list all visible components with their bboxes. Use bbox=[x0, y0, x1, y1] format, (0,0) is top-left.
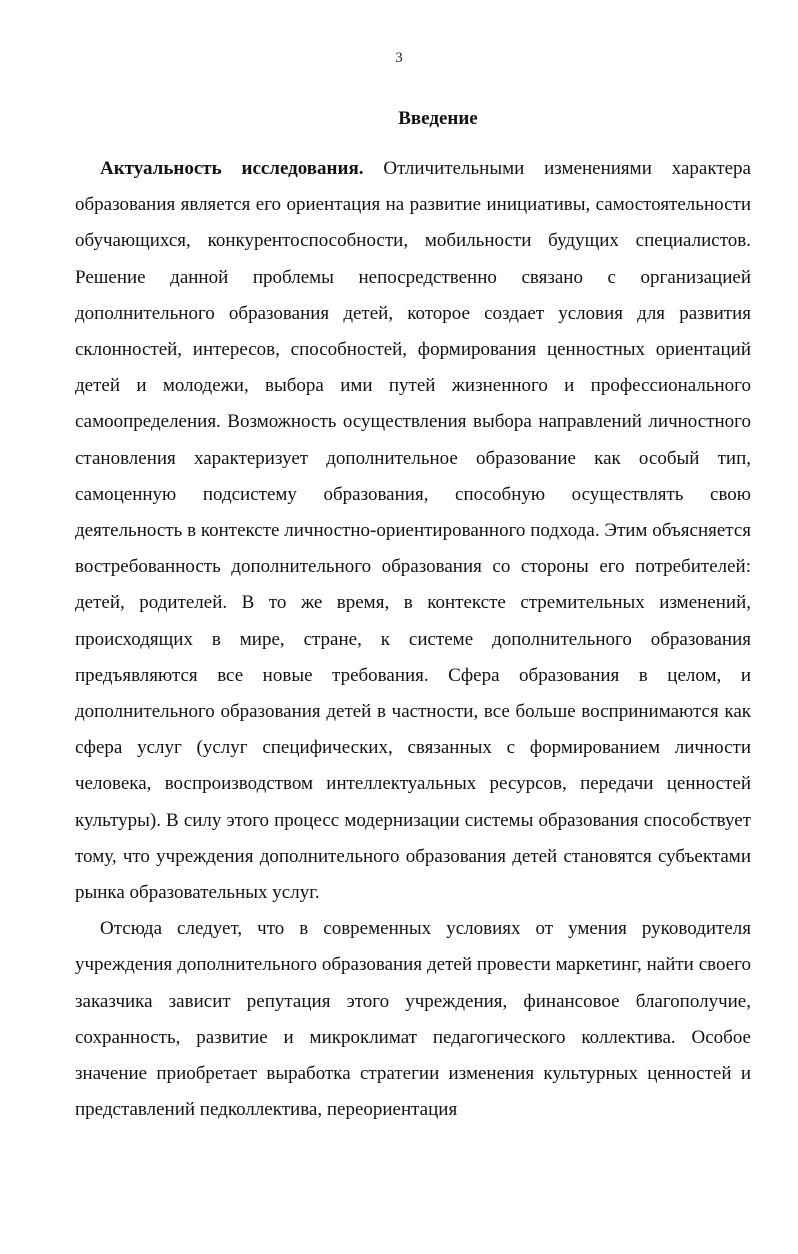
paragraph bbox=[75, 911, 751, 1128]
paragraph-lead: Актуальность исследования. bbox=[100, 158, 364, 179]
page-number: 3 bbox=[395, 50, 403, 66]
section-heading: Введение bbox=[398, 108, 478, 129]
paragraph-text: Отличительными изменениями характера образования является его ориентация на развитие инициативы, самостоятельности обучающихся, конкурентоспособности, мобильности будущих специалистов. Решение данной проблемы непосредственно связано с организацией дополнительного образования детей, которое создает условия для развития склонностей, интересов, способностей, формирования ценностных ориентаций детей и молодежи, выбора ими путей жизненного и профессионального самоопределения. Возможность осуществления выбора направлений личностного становления характеризует дополнительное образование как особый тип, самоценную подсистему образования, способную осуществлять свою деятельность в контексте личностно-ориентированного подхода. Этим объясняется востребованность дополнительного образования со стороны его потребителей: детей, родителей. В то же время, в контексте стремительных изменений, происходящих в мире, стране, к системе дополнительного образования предъявляются все новые требования. Сфера образования в целом, и дополнительного образования детей в частности, все больше воспринимаются как сфера услуг (услуг специфических, связанных с формированием личности человека, воспроизводством интеллектуальных ресурсов, передачи ценностей культуры). В силу этого процесс модернизации системы образования способствует тому, что учреждения дополнительного образования детей становятся субъектами рынка образовательных услуг. bbox=[75, 158, 751, 904]
paragraph bbox=[75, 151, 751, 911]
paragraph-text: Отсюда следует, что в современных условиях от умения руководителя учреждения дополнительного образования детей провести маркетинг, найти своего заказчика зависит репутация этого учреждения, финансовое благополучие, сохранность, развитие и микроклимат педагогического коллектива. Особое значение приобретает выработка стратегии изменения культурных ценностей и представлений педколлектива, переориентация bbox=[75, 918, 751, 1121]
body-text bbox=[75, 151, 751, 1128]
